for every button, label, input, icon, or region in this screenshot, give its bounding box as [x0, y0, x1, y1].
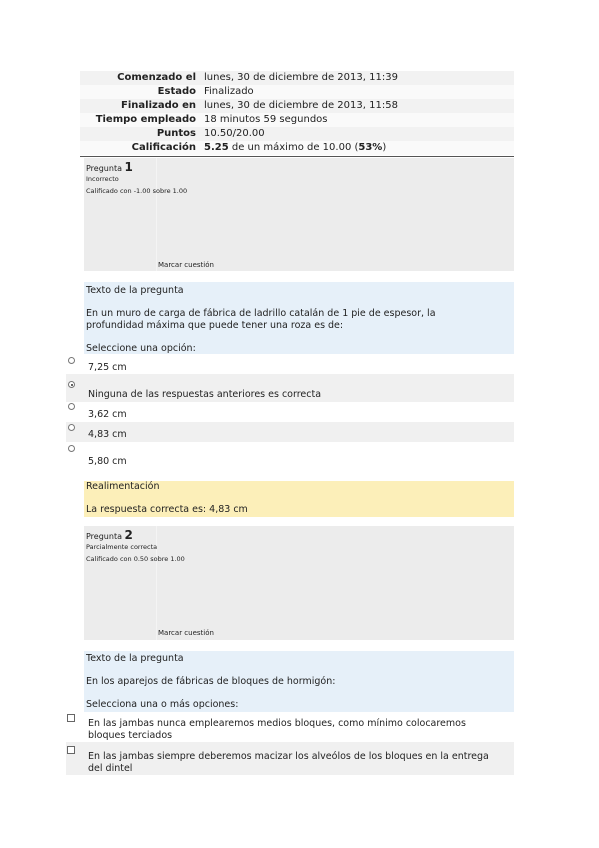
question-text-line: En un muro de carga de fábrica de ladrillo catalán de 1 pie de espesor, la	[86, 308, 436, 319]
answer-option-label-cont: bloques terciados	[88, 730, 173, 741]
grade-text-end: )	[382, 142, 387, 153]
summary-value: 18 minutos 59 segundos	[200, 113, 514, 127]
checkbox[interactable]	[67, 714, 75, 722]
answer-option[interactable]	[66, 354, 514, 374]
summary-value: lunes, 30 de diciembre de 2013, 11:58	[200, 99, 514, 113]
radio-button[interactable]	[68, 445, 75, 452]
summary-label: Comenzado el	[80, 71, 200, 85]
summary-value: Finalizado	[200, 85, 514, 99]
question-2-grade: Calificado con 0.50 sobre 1.00	[86, 555, 185, 563]
checkbox[interactable]	[67, 746, 75, 754]
answer-option[interactable]	[66, 402, 514, 422]
summary-divider	[80, 156, 514, 157]
answer-option-label: En las jambas siempre deberemos macizar los alveólos de los bloques en la entrega	[88, 751, 489, 762]
question-2-state: Parcialmente correcta	[86, 543, 158, 551]
radio-button[interactable]	[68, 424, 75, 431]
info-column-divider	[156, 158, 157, 271]
answer-option[interactable]	[66, 442, 514, 470]
question-prompt: Seleccione una opción:	[86, 343, 196, 354]
attempt-summary-table	[80, 71, 514, 155]
feedback-text: La respuesta correcta es: 4,83 cm	[86, 504, 248, 515]
answer-option[interactable]	[66, 742, 514, 775]
summary-row-finished	[80, 99, 514, 113]
question-2-heading	[86, 528, 133, 542]
feedback-heading: Realimentación	[86, 481, 160, 492]
summary-label: Estado	[80, 85, 200, 99]
radio-button[interactable]	[68, 357, 75, 364]
grade-text: de un máximo de 10.00 (	[228, 142, 359, 153]
question-1-heading	[86, 160, 133, 174]
question-1-text-block	[84, 282, 514, 354]
grade-score: 5.25	[204, 142, 229, 153]
grade-percent: 53%	[358, 142, 383, 153]
question-text-line: profundidad máxima que puede tener una roza es de:	[86, 320, 344, 331]
question-1-state: Incorrecto	[86, 175, 119, 183]
summary-value	[200, 141, 514, 155]
answer-option[interactable]	[66, 712, 514, 742]
summary-row-started	[80, 71, 514, 85]
question-2-flag-link[interactable]: Marcar cuestión	[158, 629, 214, 637]
summary-value: lunes, 30 de diciembre de 2013, 11:39	[200, 71, 514, 85]
summary-label: Calificación	[80, 141, 200, 155]
answer-option-selected[interactable]	[66, 374, 514, 402]
question-2-text-block	[84, 651, 514, 712]
answer-option[interactable]	[66, 422, 514, 442]
question-1-feedback	[84, 481, 514, 517]
summary-label: Puntos	[80, 127, 200, 141]
question-text-heading: Texto de la pregunta	[86, 285, 184, 296]
answer-option-label-cont: del dintel	[88, 763, 133, 774]
summary-label: Finalizado en	[80, 99, 200, 113]
answer-option-label: Ninguna de las respuestas anteriores es correcta	[88, 389, 322, 400]
summary-row-time	[80, 113, 514, 127]
question-2-info	[84, 526, 514, 640]
summary-row-state	[80, 85, 514, 99]
answer-option-label: 5,80 cm	[88, 456, 127, 467]
question-prompt: Selecciona una o más opciones:	[86, 699, 239, 710]
radio-button[interactable]	[68, 403, 75, 410]
radio-button-checked[interactable]	[68, 381, 75, 388]
question-1-grade: Calificado con -1.00 sobre 1.00	[86, 187, 188, 195]
question-1-info	[84, 158, 514, 271]
answer-option-label: 4,83 cm	[88, 429, 127, 440]
question-text-line: En los aparejos de fábricas de bloques de hormigón:	[86, 676, 336, 687]
summary-row-grade	[80, 141, 514, 155]
question-text-heading: Texto de la pregunta	[86, 653, 184, 664]
question-prefix: Pregunta	[86, 532, 122, 541]
question-number: 2	[124, 528, 133, 542]
summary-value: 10.50/20.00	[200, 127, 514, 141]
question-prefix: Pregunta	[86, 164, 122, 173]
summary-label: Tiempo empleado	[80, 113, 200, 127]
answer-option-label: 3,62 cm	[88, 409, 127, 420]
question-number: 1	[124, 160, 133, 174]
answer-option-label: 7,25 cm	[88, 362, 127, 373]
question-1-flag-link[interactable]: Marcar cuestión	[158, 261, 214, 269]
answer-option-label: En las jambas nunca emplearemos medios bloques, como mínimo colocaremos	[88, 718, 466, 729]
summary-row-points	[80, 127, 514, 141]
